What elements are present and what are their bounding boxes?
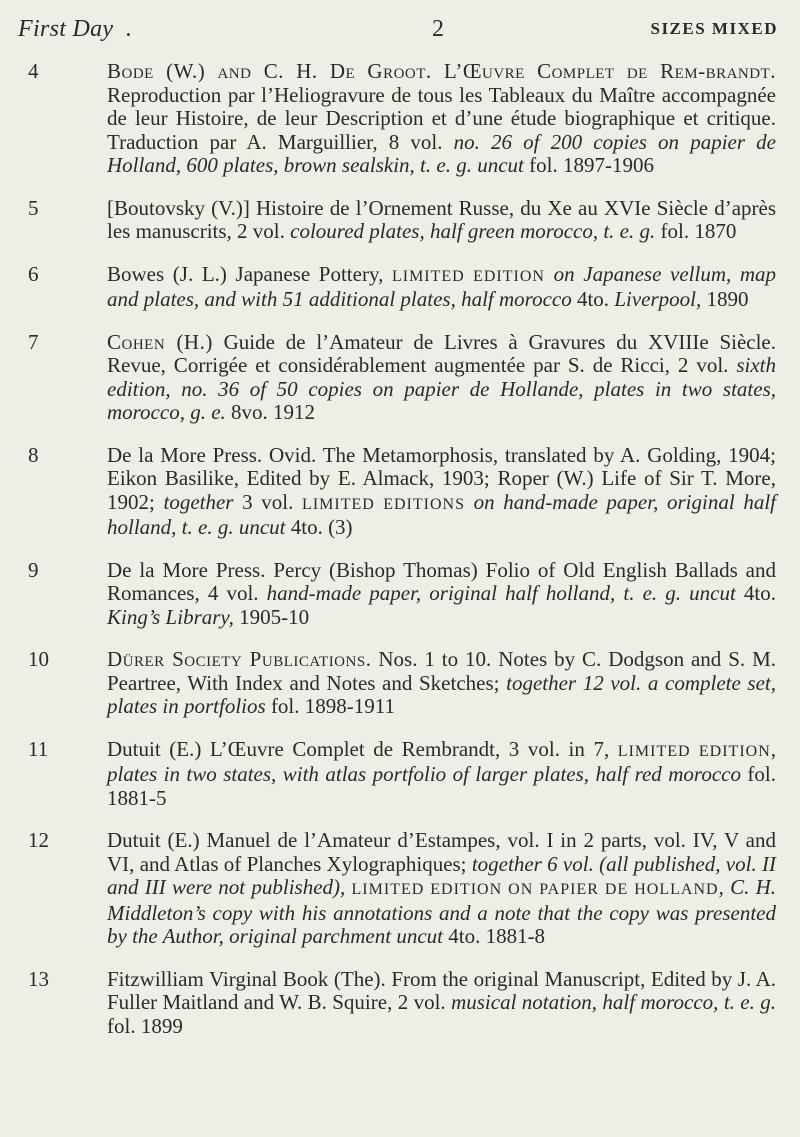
lot-description	[107, 737, 776, 810]
lot-text: no. 26 of 200 copies on papier de Holland, 600 plates, brown sealskin, t. e. g. uncut	[107, 129, 776, 177]
lot-text: 4to.	[735, 581, 776, 605]
lot-text: 1905-10	[233, 604, 310, 629]
lot-text: De la More Press. Ovid. The Metamorphosis, translated by A. Golding, 1904; Eikon Basilike, Edited by E. Almack, 1903; Roper (W.) Life of Sir T. More, 1902;	[107, 442, 776, 514]
running-head	[18, 14, 778, 44]
day-heading: First Day .	[18, 16, 132, 42]
lot-text: 4to.	[571, 287, 615, 311]
lot-description	[107, 196, 776, 244]
lot-description	[107, 967, 776, 1038]
section-heading: SIZES MIXED	[650, 19, 778, 38]
lot-text: fol. 1899	[107, 1013, 183, 1038]
lot-text: together 6 vol. (all published, vol. II and III were not published),	[107, 851, 776, 899]
lot-text: ,	[718, 875, 731, 899]
lot-text: 8vo. 1912	[225, 400, 316, 424]
lot-number: 10	[28, 647, 49, 671]
lot-number: 4	[28, 59, 39, 83]
page-number: 2	[432, 16, 444, 42]
lot-list	[0, 60, 800, 1057]
lot-text: Dutuit (E.) L’Œuvre Complet de Rembrandt, 3 vol. in 7,	[107, 736, 618, 761]
lot-text: fol. 1898-1911	[265, 694, 395, 718]
lot-text: brandt.	[705, 59, 776, 83]
lot-text: fol. 1870	[655, 219, 737, 243]
lot-entry	[0, 263, 800, 312]
lot-text: Dürer Society Publications.	[107, 647, 372, 671]
lot-number: 8	[28, 442, 39, 467]
lot-text: fol. 1897-1906	[523, 153, 654, 177]
lot-text	[465, 490, 474, 514]
lot-text: L’Œuvre Complet de Rem-	[431, 59, 706, 83]
lot-text: King’s Library,	[107, 604, 234, 629]
lot-text: LIMITED EDITION	[617, 742, 771, 760]
lot-text: Reproduction par l’Heliogravure de tous les Tableaux du Maître accompagnée de leur Histoire, de leur Description et d’une étude biographique et critique. Traduction par A. Marguillier, 8 vol.	[107, 82, 776, 154]
lot-entry	[0, 331, 800, 425]
lot-entry	[0, 648, 800, 719]
lot-entry	[0, 968, 800, 1039]
lot-description	[107, 558, 776, 629]
lot-text: sixth edition, no. 36 of 50 copies on papier de Hollande, plates in two states, morocco, g. e.	[107, 353, 776, 424]
lot-text: LIMITED EDITIONS	[302, 495, 465, 513]
lot-entry	[0, 738, 800, 811]
lot-text: Cohen (H.)	[107, 329, 213, 354]
lot-text: Bode (W.) and C. H. De Groot.	[107, 59, 432, 83]
lot-text: fol. 1881-5	[107, 762, 777, 810]
lot-entry	[0, 60, 800, 178]
lot-text: Guide de l’Amateur de Livres à Gravures du XVIIIe Siècle. Revue, Corrigée et considérablement augmentée par S. de Ricci, 2 vol.	[107, 329, 777, 377]
lot-text: together	[163, 489, 234, 514]
lot-text: [Boutovsky (V.)] Histoire de l’Ornement Russe, du Xe au XVIe Siècle d’après les manuscrits, 2 vol.	[107, 195, 776, 243]
lot-number: 13	[28, 966, 49, 991]
lot-text: Nos. 1 to 10. Notes by C. Dodgson and S. M. Peartree, With Index and Notes and Sketches;	[107, 647, 776, 695]
lot-text: on hand-made paper, original half holland, t. e. g. uncut	[107, 489, 776, 539]
lot-text: LIMITED EDITION ON PAPIER DE HOLLAND	[351, 881, 719, 898]
lot-entry	[0, 829, 800, 949]
lot-description	[107, 262, 776, 312]
lot-description	[107, 647, 776, 718]
lot-description	[107, 443, 776, 540]
lot-number: 9	[28, 557, 39, 582]
lot-text: Fitzwilliam Virginal Book (The). From the original Manuscript, Edited by J. A. Fuller Maitland and W. B. Squire, 2 vol.	[107, 966, 776, 1014]
lot-number: 11	[28, 736, 49, 761]
lot-number: 7	[28, 329, 39, 354]
lot-text: musical notation, half morocco, t. e. g.	[451, 990, 777, 1014]
lot-text: plates in two states, with atlas portfolio of larger plates, half red morocco	[107, 762, 741, 786]
lot-text: coloured plates, half green morocco, t. e. g.	[290, 219, 656, 243]
lot-text: Bowes (J. L.) Japanese Pottery,	[107, 261, 392, 286]
lot-text: Liverpool,	[614, 287, 702, 311]
lot-text: LIMITED EDITION	[391, 267, 545, 285]
lot-text: 4to. 1881-8	[442, 924, 546, 948]
lot-entry	[0, 444, 800, 540]
lot-text: Dutuit (E.) Manuel de l’Amateur d’Estampes, vol. I in 2 parts, vol. IV, V and VI, and Atlas of Planches Xylographiques;	[107, 828, 776, 876]
lot-text: 1890	[701, 287, 749, 311]
lot-text: hand-made paper, original half holland, t. e. g. uncut	[266, 581, 736, 605]
lot-entry	[0, 559, 800, 630]
lot-entry	[0, 197, 800, 244]
lot-text: ,	[770, 736, 777, 761]
lot-number: 6	[28, 261, 39, 286]
lot-text	[545, 262, 554, 286]
lot-number: 12	[28, 828, 49, 852]
lot-text: C. H. Middleton’s copy with his annotations and a note that the copy was presented by the Author, original parchment uncut	[107, 875, 776, 948]
lot-description	[107, 828, 776, 948]
lot-text: 4to. (3)	[285, 515, 353, 539]
lot-description	[107, 330, 776, 425]
lot-text: De la More Press. Percy (Bishop Thomas) Folio of Old English Ballads and Romances, 4 vol.	[107, 557, 776, 605]
lot-text: on Japanese vellum, map and plates, and with 51 additional plates, half morocco	[107, 261, 777, 311]
lot-description	[107, 59, 776, 177]
lot-number: 5	[28, 195, 39, 220]
lot-text: 3 vol.	[233, 489, 303, 514]
lot-text: together 12 vol. a complete set, plates in portfolios	[107, 670, 776, 718]
